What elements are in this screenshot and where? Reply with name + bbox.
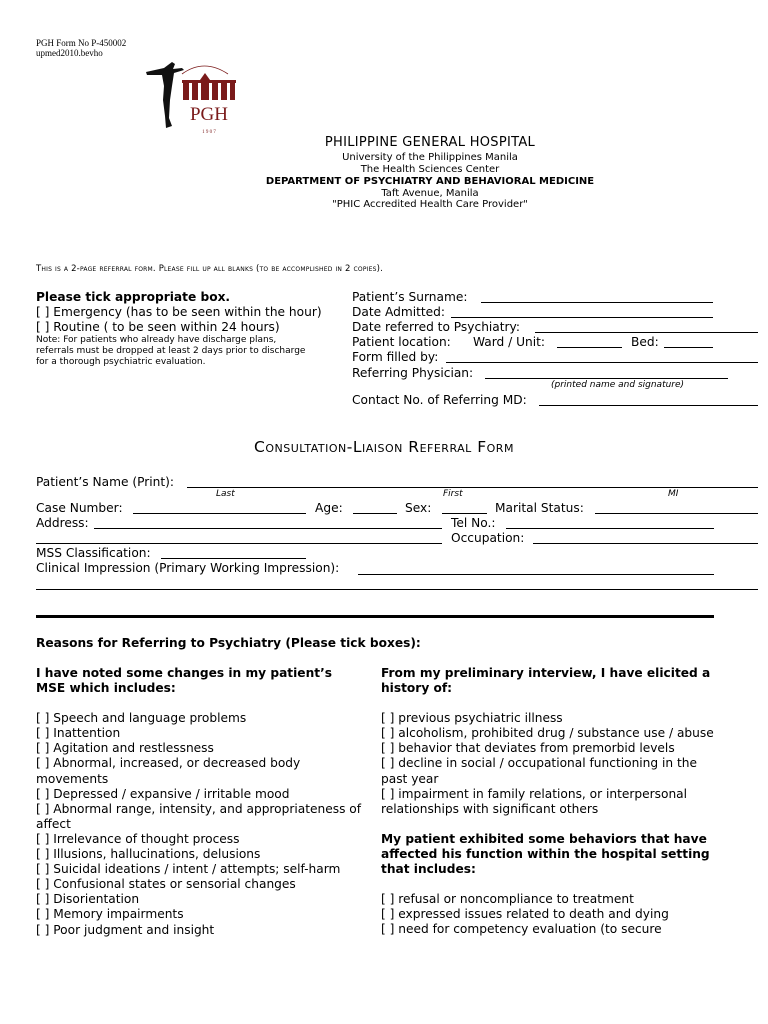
mse-item[interactable]: [ ] Agitation and restlessness [36, 741, 214, 756]
mse-item[interactable]: [ ] Illusions, hallucinations, delusions [36, 847, 261, 862]
date-referred-label: Date referred to Psychiatry: [352, 320, 520, 334]
logo-year: 1 9 0 7 [202, 130, 216, 135]
mse-item[interactable]: [ ] Irrelevance of thought process [36, 831, 240, 846]
mse-column [36, 666, 376, 938]
bed-label: Bed: [631, 335, 659, 349]
history-column [381, 666, 716, 937]
form-number-block [36, 38, 126, 58]
history-item[interactable]: [ ] decline in social / occupational functioning in the past year [381, 756, 698, 786]
contact-label: Contact No. of Referring MD: [352, 393, 527, 407]
mse-item[interactable]: [ ] Abnormal, increased, or decreased body movements [36, 756, 301, 786]
pgh-logo [142, 56, 242, 136]
address-label: Address: [36, 516, 89, 530]
first-caption: First [443, 489, 463, 499]
mse-item[interactable]: [ ] Memory impairments [36, 907, 184, 922]
discharge-note-1: Note: For patients who already have discharge plans, [36, 335, 277, 345]
priority-heading: Please tick appropriate box. [36, 290, 231, 304]
center-name: The Health Sciences Center [360, 164, 500, 175]
sex-field[interactable] [442, 513, 487, 514]
behavior-heading: My patient exhibited some behaviors that have affected his function within the hospital setting that includes: [381, 831, 710, 877]
mse-heading: I have noted some changes in my patient’s MSE which includes: [36, 666, 332, 696]
occupation-field[interactable] [533, 543, 758, 544]
form-title: Consultation-Liaison Referral Form [254, 438, 514, 456]
history-item[interactable]: [ ] alcoholism, prohibited drug / substance use / abuse [381, 726, 714, 741]
date-admitted-field[interactable] [451, 317, 713, 318]
mse-item[interactable]: [ ] Poor judgment and insight [36, 922, 215, 937]
address-field-line-2[interactable] [36, 543, 442, 544]
mse-item[interactable]: [ ] Depressed / expansive / irritable mood [36, 786, 290, 801]
department-name: DEPARTMENT OF PSYCHIATRY AND BEHAVIORAL MEDICINE [265, 176, 595, 187]
filled-by-label: Form filled by: [352, 350, 439, 364]
tel-no-field[interactable] [506, 528, 714, 529]
mse-item[interactable]: [ ] Speech and language problems [36, 711, 247, 726]
logo-text: PGH [189, 104, 229, 125]
physician-field[interactable] [485, 378, 728, 379]
mi-caption: MI [668, 489, 679, 499]
physician-label: Referring Physician: [352, 366, 474, 380]
surname-label: Patient’s Surname: [352, 290, 468, 304]
history-item[interactable]: [ ] previous psychiatric illness [381, 711, 563, 726]
mse-item[interactable]: [ ] Abnormal range, intensity, and appropriateness of affect [36, 801, 362, 831]
address-field-line-1[interactable] [94, 528, 442, 529]
university-name: University of the Philippines Manila [342, 152, 518, 163]
mse-item[interactable]: [ ] Confusional states or sensorial changes [36, 877, 296, 892]
age-label: Age: [315, 501, 343, 515]
oblation-figure-icon [146, 62, 184, 128]
filled-by-field[interactable] [446, 362, 758, 363]
mse-item[interactable]: [ ] Disorientation [36, 892, 140, 907]
history-item[interactable]: [ ] behavior that deviates from premorbid levels [381, 741, 675, 756]
ward-label: Ward / Unit: [473, 335, 546, 349]
mss-field[interactable] [161, 558, 306, 559]
sex-label: Sex: [405, 501, 432, 515]
ward-field[interactable] [557, 347, 622, 348]
contact-field[interactable] [539, 405, 758, 406]
marital-status-field[interactable] [595, 513, 758, 514]
discharge-note-3: for a thorough psychiatric evaluation. [36, 357, 206, 367]
routine-checkbox[interactable]: [ ] Routine ( to be seen within 24 hours) [36, 320, 280, 334]
accreditation: "PHIC Accredited Health Care Provider" [332, 199, 528, 210]
clinical-impression-label: Clinical Impression (Primary Working Impression): [36, 561, 340, 575]
date-referred-field[interactable] [535, 332, 758, 333]
history-heading: From my preliminary interview, I have elicited a history of: [381, 666, 711, 696]
surname-field[interactable] [481, 302, 713, 303]
clinical-impression-field-2[interactable] [36, 589, 758, 590]
emergency-checkbox[interactable]: [ ] Emergency (has to be seen within the hour) [36, 305, 322, 319]
form-number: PGH Form No P-450002 [36, 38, 127, 48]
behavior-item[interactable]: [ ] expressed issues related to death and dying [381, 907, 669, 922]
clinical-impression-field-1[interactable] [358, 574, 714, 575]
history-item[interactable]: [ ] impairment in family relations, or interpersonal relationships with significant others [381, 786, 688, 816]
case-number-label: Case Number: [36, 501, 123, 515]
patient-name-label: Patient’s Name (Print): [36, 475, 175, 489]
hospital-address: Taft Avenue, Manila [381, 188, 479, 199]
discharge-note-2: referrals must be dropped at least 2 days prior to discharge [36, 346, 306, 356]
age-field[interactable] [353, 513, 397, 514]
form-code: upmed2010.bevho [36, 48, 103, 58]
mse-item[interactable]: [ ] Suicidal ideations / intent / attempts; self-harm [36, 862, 341, 877]
section-divider [36, 615, 714, 618]
tel-no-label: Tel No.: [451, 516, 496, 530]
patient-location-label: Patient location: [352, 335, 451, 349]
behavior-item[interactable]: [ ] need for competency evaluation (to secure [381, 922, 662, 937]
date-admitted-label: Date Admitted: [352, 305, 446, 319]
patient-name-field[interactable] [187, 487, 758, 488]
case-number-field[interactable] [133, 513, 306, 514]
physician-caption: (printed name and signature) [551, 380, 685, 390]
marital-status-label: Marital Status: [495, 501, 584, 515]
reasons-heading: Reasons for Referring to Psychiatry (Please tick boxes): [36, 636, 421, 650]
form-instruction: This is a 2-page referral form. Please fill up all blanks (to be accomplished in 2 copies). [36, 264, 384, 274]
mss-label: MSS Classification: [36, 546, 151, 560]
hospital-name: PHILIPPINE GENERAL HOSPITAL [324, 135, 536, 150]
occupation-label: Occupation: [451, 531, 525, 545]
bed-field[interactable] [664, 347, 713, 348]
mse-item[interactable]: [ ] Inattention [36, 726, 121, 741]
behavior-item[interactable]: [ ] refusal or noncompliance to treatment [381, 892, 634, 907]
last-caption: Last [216, 489, 235, 499]
